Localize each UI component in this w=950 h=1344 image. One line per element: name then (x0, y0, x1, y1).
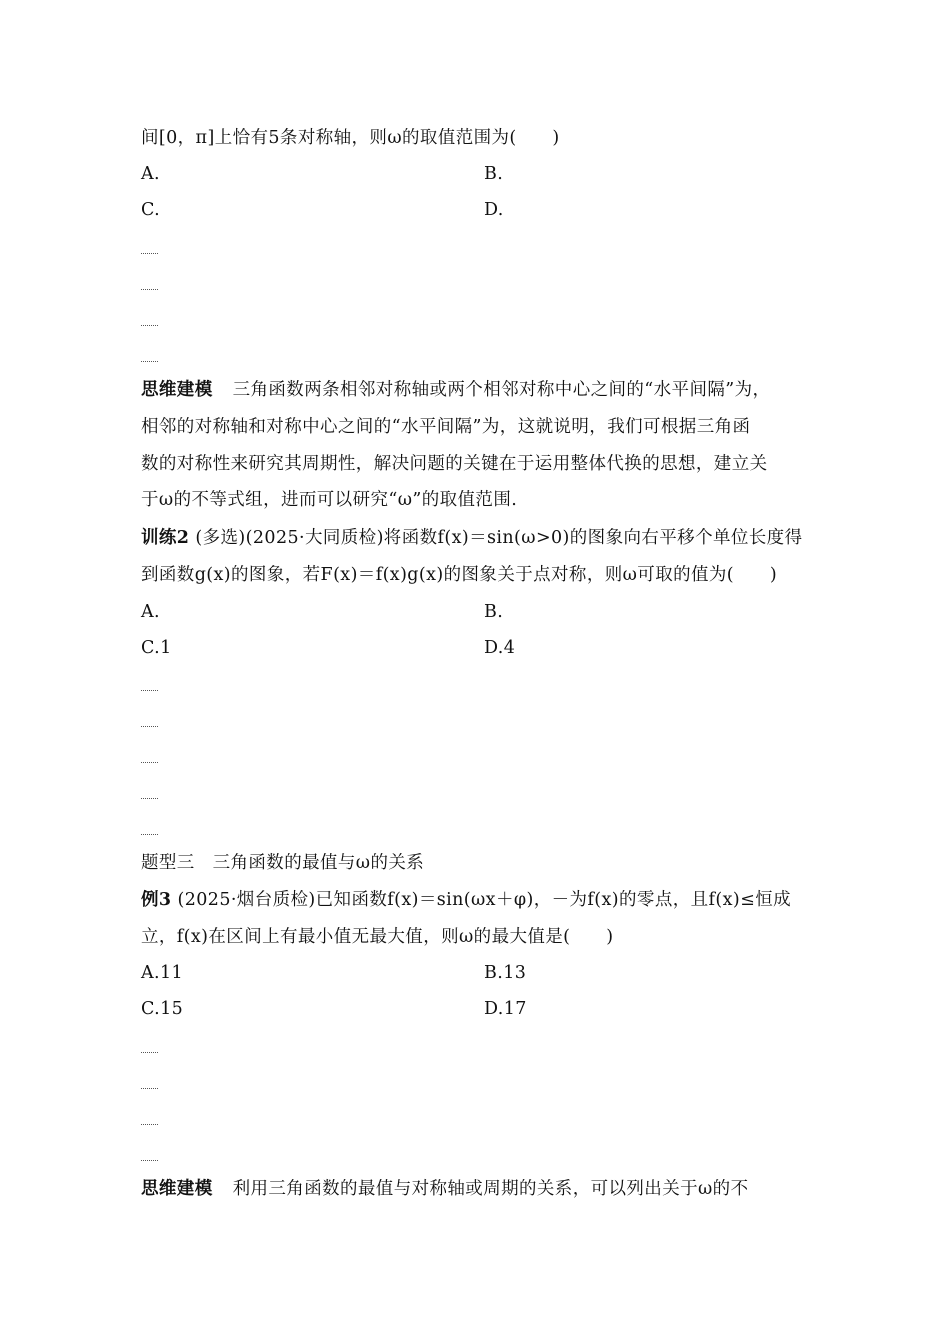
training-label: 训练2 (141, 528, 190, 548)
option-a: A. (141, 164, 161, 184)
option-b: B.13 (484, 963, 527, 983)
model-text: 三角函数两条相邻对称轴或两个相邻对称中心之间的“水平间隔”为， (232, 380, 771, 400)
option-c: C.1 (141, 638, 172, 658)
option-d: D.17 (484, 999, 527, 1019)
answer-blank-line (141, 762, 158, 763)
training-text: (多选)(2025·大同质检)将函数f(x)＝sin(ω>0)的图象向右平移个单位长度得 (195, 528, 803, 548)
answer-blank-line (141, 726, 158, 727)
answer-blank-line (141, 253, 158, 254)
model-title: 思维建模 (141, 1179, 213, 1199)
model-line: 数的对称性来研究其周期性，解决问题的关键在于运用整体代换的思想，建立关 (141, 454, 768, 474)
model-line (141, 1177, 748, 1201)
example-question-line: 立，f(x)在区间上有最小值无最大值，则ω的最大值是( ) (141, 927, 614, 947)
option-d: D.4 (484, 638, 516, 658)
option-c: C.15 (141, 999, 184, 1019)
question-stem-line: 间[0，π]上恰有5条对称轴，则ω的取值范围为( ) (141, 128, 560, 148)
option-a: A. (141, 602, 161, 622)
answer-blank-line (141, 834, 158, 835)
model-text: 利用三角函数的最值与对称轴或周期的关系，可以列出关于ω的不 (232, 1179, 749, 1199)
answer-blank-line (141, 690, 158, 691)
answer-blank-line (141, 289, 158, 290)
training-question-line: 到函数g(x)的图象，若F(x)＝f(x)g(x)的图象关于点对称，则ω可取的值为( ) (141, 565, 778, 585)
option-a: A.11 (141, 963, 184, 983)
model-line: 相邻的对称轴和对称中心之间的“水平间隔”为，这就说明，我们可根据三角函 (141, 417, 751, 437)
answer-blank-line (141, 1052, 158, 1053)
model-title: 思维建模 (141, 380, 213, 400)
answer-blank-line (141, 1124, 158, 1125)
option-d: D. (484, 200, 504, 220)
example-question-line (141, 888, 791, 912)
option-b: B. (484, 602, 504, 622)
option-c: C. (141, 200, 161, 220)
model-line: 于ω的不等式组，进而可以研究“ω”的取值范围. (141, 490, 518, 510)
answer-blank-line (141, 361, 158, 362)
answer-blank-line (141, 1160, 158, 1161)
section-heading: 题型三 三角函数的最值与ω的关系 (141, 853, 425, 873)
answer-blank-line (141, 325, 158, 326)
model-line (141, 378, 770, 402)
answer-blank-line (141, 1088, 158, 1089)
option-b: B. (484, 164, 504, 184)
training-question-line (141, 526, 802, 550)
example-label: 例3 (141, 890, 172, 910)
example-text: (2025·烟台质检)已知函数f(x)＝sin(ωx＋φ)，－为f(x)的零点，且f(x)≤恒成 (177, 890, 791, 910)
answer-blank-line (141, 798, 158, 799)
